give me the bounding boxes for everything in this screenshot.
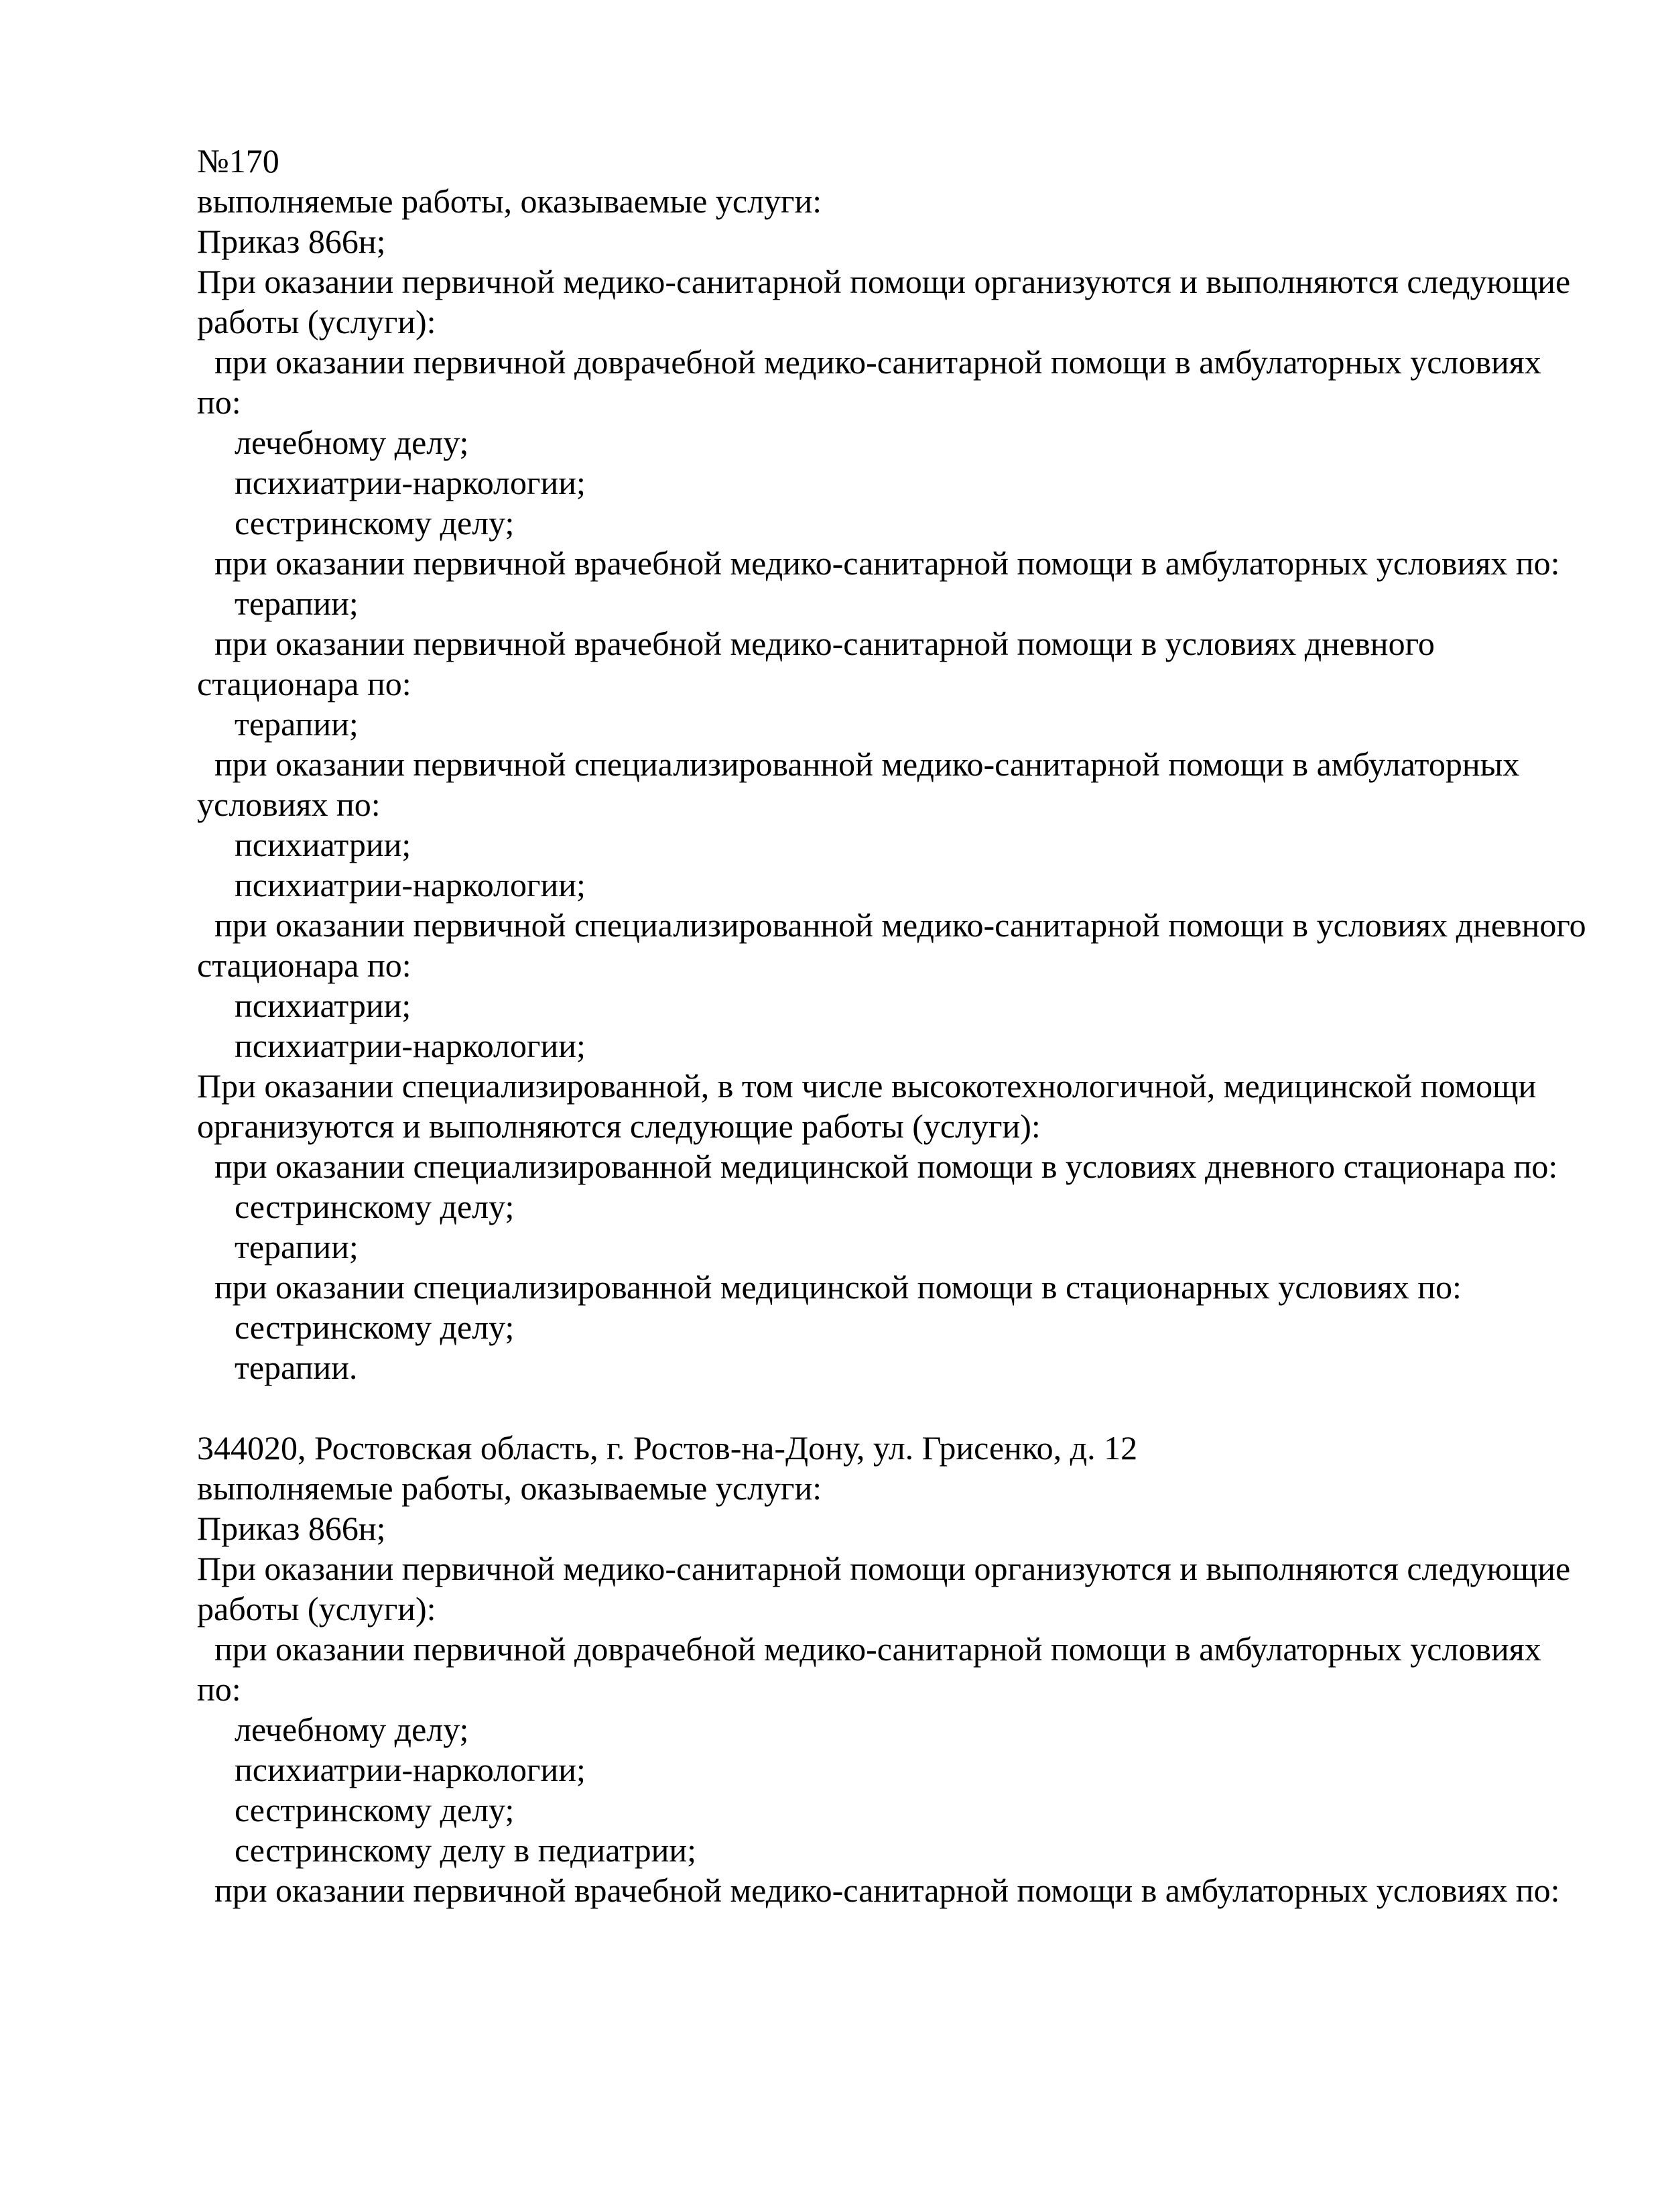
- document-line: сестринскому делу;: [235, 1791, 515, 1829]
- document-line: при оказании первичной врачебной медико-санитарной помощи в условиях дневного: [214, 625, 1435, 662]
- document-line: При оказании первичной медико-санитарной помощи организуются и выполняются следующие: [197, 1550, 1571, 1587]
- document-line: терапии;: [235, 585, 359, 622]
- document-line: сестринскому делу;: [235, 1188, 515, 1225]
- document-line: психиатрии-наркологии;: [235, 1027, 586, 1064]
- document-line: психиатрии;: [235, 826, 411, 863]
- document-line: при оказании специализированной медицинской помощи в стационарных условиях по:: [214, 1268, 1462, 1306]
- document-line: работы (услуги):: [197, 303, 436, 341]
- document-line: терапии;: [235, 705, 359, 743]
- document-line: психиатрии-наркологии;: [235, 464, 586, 501]
- document-line: терапии.: [235, 1349, 358, 1386]
- document-line: сестринскому делу;: [235, 504, 515, 542]
- document-line: сестринскому делу в педиатрии;: [235, 1831, 696, 1869]
- document-line: стационара по:: [197, 946, 411, 984]
- document-line: 344020, Ростовская область, г. Ростов-на-Дону, ул. Грисенко, д. 12: [197, 1429, 1138, 1467]
- document-line: лечебному делу;: [235, 1711, 469, 1748]
- document-line: по:: [197, 383, 241, 421]
- document-line: при оказании первичной специализированной медико-санитарной помощи в условиях дневного: [214, 906, 1586, 944]
- document-line: стационара по:: [197, 665, 411, 702]
- document-line: при оказании первичной врачебной медико-санитарной помощи в амбулаторных условиях по:: [214, 1871, 1560, 1909]
- document-line: при оказании специализированной медицинской помощи в условиях дневного стационара по:: [214, 1148, 1558, 1185]
- blank-line: [197, 1388, 1582, 1428]
- document-line: При оказании первичной медико-санитарной помощи организуются и выполняются следующие: [197, 263, 1571, 300]
- document-line: сестринскому делу;: [235, 1308, 515, 1346]
- document-line: психиатрии-наркологии;: [235, 866, 586, 904]
- document-line: при оказании первичной специализированной медико-санитарной помощи в амбулаторных: [214, 745, 1520, 783]
- document-line: Приказ 866н;: [197, 223, 386, 260]
- document-line: при оказании первичной врачебной медико-санитарной помощи в амбулаторных условиях по:: [214, 544, 1560, 582]
- document-line: выполняемые работы, оказываемые услуги:: [197, 182, 822, 220]
- document-line: лечебному делу;: [235, 424, 469, 461]
- document-line: При оказании специализированной, в том числе высокотехнологичной, медицинской помощи: [197, 1067, 1537, 1105]
- document-line: терапии;: [235, 1228, 359, 1266]
- document-line: психиатрии;: [235, 987, 411, 1024]
- document-line: организуются и выполняются следующие работы (услуги):: [197, 1107, 1041, 1145]
- document-line: работы (услуги):: [197, 1590, 436, 1627]
- document-line: по:: [197, 1670, 241, 1708]
- document-body: [197, 141, 1586, 1910]
- document-line: условиях по:: [197, 786, 381, 823]
- document-line: при оказании первичной доврачебной медико-санитарной помощи в амбулаторных условиях: [214, 343, 1541, 381]
- document-line: психиатрии-наркологии;: [235, 1751, 586, 1788]
- document-line: выполняемые работы, оказываемые услуги:: [197, 1469, 822, 1507]
- document-line: №170: [197, 142, 279, 180]
- document-line: при оказании первичной доврачебной медико-санитарной помощи в амбулаторных условиях: [214, 1630, 1541, 1668]
- document-line: Приказ 866н;: [197, 1510, 386, 1547]
